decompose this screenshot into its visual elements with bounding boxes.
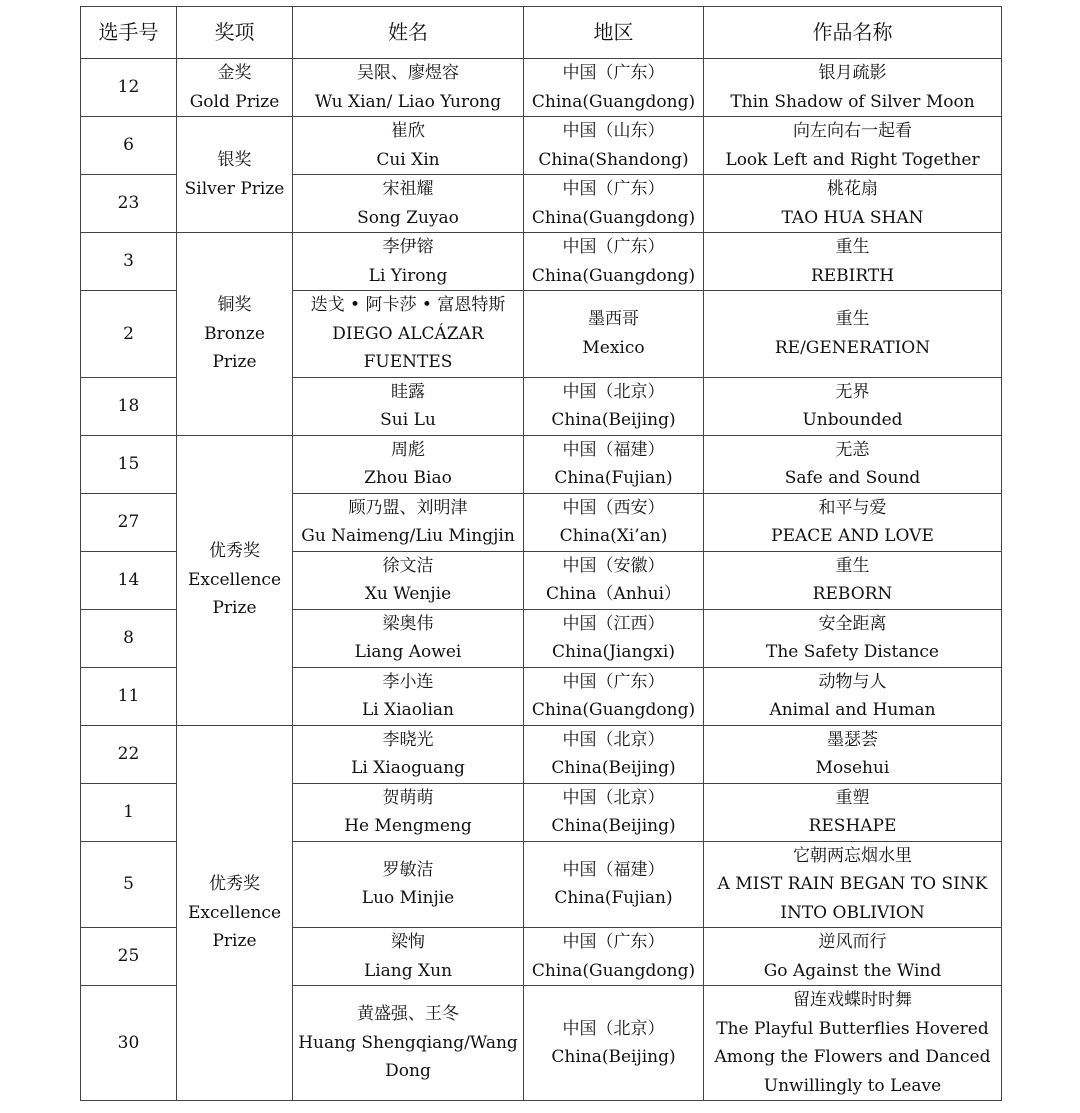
work-title-cell-line: REBIRTH bbox=[810, 265, 895, 286]
region-cell-line: Mexico bbox=[582, 337, 645, 358]
name-cell bbox=[293, 377, 524, 435]
name-cell bbox=[293, 986, 524, 1101]
table-row bbox=[81, 435, 1002, 493]
region-cell bbox=[524, 725, 704, 783]
player-number-cell-line: 3 bbox=[123, 251, 134, 272]
col-header-award: 奖项 bbox=[177, 7, 293, 59]
region-cell-line: China(Xi’an) bbox=[559, 526, 668, 546]
player-number-cell-line: 12 bbox=[117, 77, 140, 98]
name-cell-line: Liang Aowei bbox=[354, 642, 462, 662]
work-title-cell bbox=[704, 841, 1002, 928]
region-cell-line: China(Beijing) bbox=[551, 816, 676, 836]
name-cell-line: Liang Xun bbox=[363, 960, 453, 981]
award-cell-line: 优秀奖 bbox=[209, 874, 260, 894]
name-cell-line: Sui Lu bbox=[380, 410, 436, 430]
region-cell-line: 中国（山东） bbox=[562, 121, 665, 141]
header-row bbox=[81, 7, 1002, 59]
name-cell-line: 崔欣 bbox=[391, 121, 425, 141]
name-cell-line: 梁恂 bbox=[391, 932, 425, 952]
work-title-cell bbox=[704, 551, 1002, 609]
region-cell-line: China(Beijing) bbox=[551, 758, 676, 778]
player-number-cell bbox=[81, 551, 177, 609]
region-cell-line: China(Guangdong) bbox=[531, 207, 696, 228]
player-number-cell bbox=[81, 928, 177, 986]
name-cell-line: Zhou Biao bbox=[364, 468, 452, 488]
region-cell-line: 中国（广东） bbox=[562, 179, 665, 199]
award-cell-line: Gold Prize bbox=[189, 91, 280, 112]
table-body bbox=[81, 59, 1002, 1101]
work-title-cell-line: 重生 bbox=[835, 555, 870, 576]
region-cell bbox=[524, 175, 704, 233]
name-cell bbox=[293, 667, 524, 725]
col-header-player-no: 选手号 bbox=[81, 7, 177, 59]
player-number-cell bbox=[81, 667, 177, 725]
work-title-cell bbox=[704, 928, 1002, 986]
award-cell-line: Silver Prize bbox=[184, 178, 285, 199]
work-title-cell-line: The Playful Butterflies Hovered bbox=[716, 1018, 989, 1039]
region-cell-line: 墨西哥 bbox=[588, 309, 639, 330]
work-title-cell-line: 和平与爱 bbox=[818, 497, 887, 518]
region-cell-line: 中国（福建） bbox=[562, 439, 665, 460]
work-title-cell-line: 它朝两忘烟水里 bbox=[793, 845, 912, 866]
region-cell bbox=[524, 233, 704, 291]
work-title-cell bbox=[704, 291, 1002, 378]
player-number-cell-line: 23 bbox=[117, 193, 140, 214]
name-cell bbox=[293, 609, 524, 667]
work-title-cell bbox=[704, 117, 1002, 175]
work-title-cell bbox=[704, 609, 1002, 667]
name-cell-line: 周彪 bbox=[391, 439, 425, 460]
work-title-cell-line: 向左向右一起看 bbox=[793, 121, 912, 141]
player-number-cell-line: 25 bbox=[117, 946, 140, 967]
work-title-cell-line: Thin Shadow of Silver Moon bbox=[730, 91, 975, 112]
region-cell bbox=[524, 667, 704, 725]
region-cell-line: 中国（江西） bbox=[562, 613, 665, 634]
table-row bbox=[81, 117, 1002, 175]
player-number-cell bbox=[81, 435, 177, 493]
region-cell-line: China(Guangdong) bbox=[531, 265, 696, 286]
region-cell-line: 中国（北京） bbox=[562, 1018, 665, 1039]
name-cell bbox=[293, 291, 524, 378]
name-cell-line: 李小连 bbox=[382, 671, 434, 692]
region-cell-line: China(Beijing) bbox=[551, 410, 676, 430]
region-cell-line: China(Guangdong) bbox=[531, 91, 696, 112]
player-number-cell bbox=[81, 117, 177, 175]
award-cell bbox=[177, 435, 293, 725]
work-title-cell bbox=[704, 493, 1002, 551]
player-number-cell-line: 8 bbox=[123, 627, 134, 648]
name-cell-line: 吴限、廖煜容 bbox=[357, 63, 459, 83]
work-title-cell-line: Go Against the Wind bbox=[763, 960, 942, 981]
region-cell bbox=[524, 291, 704, 378]
col-header-work-title: 作品名称 bbox=[704, 7, 1002, 59]
region-cell bbox=[524, 435, 704, 493]
name-cell-line: Wu Xian/ Liao Yurong bbox=[314, 91, 502, 112]
name-cell-line: Luo Minjie bbox=[361, 888, 455, 909]
work-title-cell-line: PEACE AND LOVE bbox=[771, 526, 934, 546]
player-number-cell bbox=[81, 841, 177, 928]
name-cell-line: Xu Wenjie bbox=[364, 584, 452, 604]
work-title-cell bbox=[704, 377, 1002, 435]
work-title-cell bbox=[704, 59, 1002, 117]
region-cell-line: 中国（北京） bbox=[562, 787, 665, 808]
work-title-cell-line: 桃花扇 bbox=[827, 179, 878, 199]
work-title-cell-line: 留连戏蝶时时舞 bbox=[793, 990, 912, 1010]
name-cell-line: He Mengmeng bbox=[344, 816, 472, 836]
name-cell bbox=[293, 551, 524, 609]
work-title-cell-line: Animal and Human bbox=[769, 700, 936, 720]
region-cell-line: China(Guangdong) bbox=[531, 960, 696, 981]
player-number-cell-line: 27 bbox=[117, 511, 140, 532]
awards-table bbox=[80, 6, 1002, 1101]
name-cell-line: DIEGO ALCÁZAR bbox=[332, 323, 484, 344]
award-cell bbox=[177, 233, 293, 436]
table-row bbox=[81, 233, 1002, 291]
award-cell-line: 铜奖 bbox=[217, 295, 252, 315]
region-cell-line: 中国（西安） bbox=[562, 497, 665, 518]
award-cell-line: Prize bbox=[212, 931, 257, 951]
work-title-cell bbox=[704, 986, 1002, 1101]
award-cell bbox=[177, 59, 293, 117]
name-cell bbox=[293, 175, 524, 233]
work-title-cell bbox=[704, 783, 1002, 841]
player-number-cell-line: 6 bbox=[123, 135, 134, 156]
name-cell-line: Li Yirong bbox=[368, 265, 448, 286]
work-title-cell-line: Safe and Sound bbox=[784, 468, 921, 488]
name-cell bbox=[293, 841, 524, 928]
table-row bbox=[81, 725, 1002, 783]
region-cell-line: 中国（北京） bbox=[562, 381, 665, 402]
table-row bbox=[81, 59, 1002, 117]
region-cell-line: 中国（广东） bbox=[562, 932, 665, 952]
region-cell bbox=[524, 59, 704, 117]
region-cell-line: China(Jiangxi) bbox=[552, 642, 675, 662]
name-cell bbox=[293, 59, 524, 117]
col-header-region: 地区 bbox=[524, 7, 704, 59]
work-title-cell bbox=[704, 435, 1002, 493]
work-title-cell-line: 重塑 bbox=[835, 787, 870, 808]
region-cell-line: 中国（广东） bbox=[562, 671, 665, 692]
work-title-cell-line: 无界 bbox=[835, 381, 870, 402]
work-title-cell bbox=[704, 233, 1002, 291]
region-cell-line: China(Shandong) bbox=[538, 149, 689, 170]
name-cell-line: FUENTES bbox=[363, 352, 453, 372]
name-cell bbox=[293, 725, 524, 783]
player-number-cell bbox=[81, 233, 177, 291]
name-cell bbox=[293, 233, 524, 291]
player-number-cell-line: 14 bbox=[117, 569, 140, 590]
region-cell-line: China（Anhui） bbox=[545, 584, 682, 604]
award-cell bbox=[177, 725, 293, 1101]
region-cell bbox=[524, 986, 704, 1101]
name-cell-line: Dong bbox=[385, 1061, 431, 1082]
name-cell bbox=[293, 783, 524, 841]
name-cell-line: Cui Xin bbox=[376, 149, 440, 170]
work-title-cell-line: 墨瑟荟 bbox=[827, 729, 878, 750]
player-number-cell bbox=[81, 493, 177, 551]
col-header-name: 姓名 bbox=[293, 7, 524, 59]
region-cell bbox=[524, 783, 704, 841]
region-cell-line: China(Guangdong) bbox=[531, 700, 696, 720]
name-cell-line: 眭露 bbox=[391, 381, 425, 402]
work-title-cell-line: Unwillingly to Leave bbox=[763, 1075, 942, 1096]
region-cell-line: 中国（北京） bbox=[562, 729, 665, 750]
player-number-cell bbox=[81, 783, 177, 841]
player-number-cell-line: 15 bbox=[117, 453, 140, 474]
award-cell-line: Excellence bbox=[187, 902, 282, 923]
award-cell bbox=[177, 117, 293, 233]
work-title-cell bbox=[704, 175, 1002, 233]
name-cell-line: 李晓光 bbox=[382, 729, 434, 750]
award-cell-line: Excellence bbox=[187, 569, 282, 590]
work-title-cell-line: Mosehui bbox=[815, 758, 890, 778]
award-cell-line: Bronze bbox=[204, 323, 265, 344]
award-cell-line: 优秀奖 bbox=[209, 541, 260, 562]
work-title-cell-line: 安全距离 bbox=[818, 613, 887, 634]
name-cell bbox=[293, 117, 524, 175]
region-cell bbox=[524, 377, 704, 435]
award-cell-line: Prize bbox=[212, 352, 257, 372]
work-title-cell-line: Look Left and Right Together bbox=[725, 149, 980, 170]
work-title-cell-line: 银月疏影 bbox=[818, 63, 887, 83]
player-number-cell bbox=[81, 609, 177, 667]
work-title-cell-line: RESHAPE bbox=[808, 816, 897, 836]
player-number-cell bbox=[81, 725, 177, 783]
region-cell-line: 中国（广东） bbox=[562, 237, 665, 257]
player-number-cell-line: 2 bbox=[123, 323, 134, 344]
work-title-cell bbox=[704, 725, 1002, 783]
region-cell bbox=[524, 841, 704, 928]
name-cell-line: 黄盛强、王冬 bbox=[357, 1004, 459, 1025]
region-cell bbox=[524, 117, 704, 175]
name-cell-line: Song Zuyao bbox=[357, 207, 459, 228]
name-cell bbox=[293, 928, 524, 986]
name-cell-line: 梁奥伟 bbox=[382, 613, 434, 634]
name-cell bbox=[293, 435, 524, 493]
name-cell-line: 贺萌萌 bbox=[382, 787, 434, 808]
player-number-cell bbox=[81, 291, 177, 378]
region-cell bbox=[524, 928, 704, 986]
name-cell-line: 罗敏洁 bbox=[382, 859, 434, 880]
region-cell-line: China(Fujian) bbox=[554, 468, 673, 488]
player-number-cell-line: 1 bbox=[123, 801, 134, 822]
work-title-cell-line: A MIST RAIN BEGAN TO SINK bbox=[717, 874, 988, 894]
name-cell-line: 顾乃盟、刘明津 bbox=[348, 497, 468, 518]
region-cell-line: 中国（广东） bbox=[562, 63, 665, 83]
award-cell-line: Prize bbox=[212, 598, 257, 619]
work-title-cell bbox=[704, 667, 1002, 725]
player-number-cell bbox=[81, 377, 177, 435]
name-cell bbox=[293, 493, 524, 551]
award-cell-line: 银奖 bbox=[217, 150, 252, 170]
region-cell bbox=[524, 493, 704, 551]
work-title-cell-line: 无恙 bbox=[835, 439, 870, 460]
region-cell-line: China(Fujian) bbox=[554, 888, 673, 909]
name-cell-line: Huang Shengqiang/Wang bbox=[298, 1032, 518, 1053]
region-cell bbox=[524, 551, 704, 609]
player-number-cell-line: 30 bbox=[117, 1032, 140, 1053]
work-title-cell-line: RE/GENERATION bbox=[774, 337, 931, 358]
name-cell-line: 宋祖耀 bbox=[382, 179, 434, 199]
name-cell-line: Li Xiaoguang bbox=[351, 758, 465, 778]
player-number-cell-line: 18 bbox=[117, 395, 140, 416]
player-number-cell-line: 5 bbox=[123, 874, 134, 894]
region-cell-line: 中国（福建） bbox=[562, 859, 665, 880]
work-title-cell-line: 逆风而行 bbox=[818, 932, 887, 952]
award-cell-line: 金奖 bbox=[217, 63, 252, 83]
work-title-cell-line: Unbounded bbox=[802, 410, 903, 430]
name-cell-line: Gu Naimeng/Liu Mingjin bbox=[301, 526, 515, 546]
name-cell-line: Li Xiaolian bbox=[362, 700, 454, 720]
player-number-cell bbox=[81, 175, 177, 233]
work-title-cell-line: INTO OBLIVION bbox=[780, 902, 925, 923]
name-cell-line: 徐文洁 bbox=[382, 555, 434, 576]
player-number-cell-line: 11 bbox=[117, 685, 140, 706]
player-number-cell-line: 22 bbox=[117, 743, 140, 764]
region-cell-line: 中国（安徽） bbox=[562, 555, 665, 576]
region-cell-line: China(Beijing) bbox=[551, 1047, 676, 1067]
work-title-cell-line: 重生 bbox=[835, 309, 870, 330]
name-cell-line: 迭戈 • 阿卡莎 • 富恩特斯 bbox=[310, 295, 506, 315]
player-number-cell bbox=[81, 59, 177, 117]
work-title-cell-line: The Safety Distance bbox=[765, 642, 939, 662]
work-title-cell-line: 动物与人 bbox=[818, 671, 887, 692]
work-title-cell-line: TAO HUA SHAN bbox=[781, 207, 924, 228]
region-cell bbox=[524, 609, 704, 667]
name-cell-line: 李伊镕 bbox=[382, 237, 434, 257]
work-title-cell-line: 重生 bbox=[835, 237, 870, 257]
work-title-cell-line: Among the Flowers and Danced bbox=[714, 1047, 991, 1067]
player-number-cell bbox=[81, 986, 177, 1101]
work-title-cell-line: REBORN bbox=[812, 584, 893, 604]
